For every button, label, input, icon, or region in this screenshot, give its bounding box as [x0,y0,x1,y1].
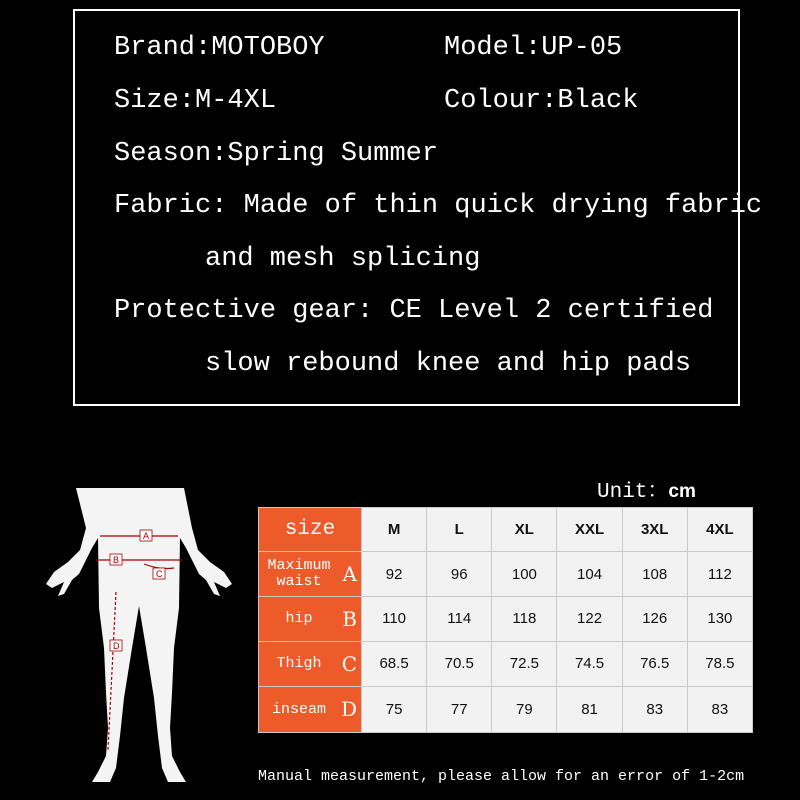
marker-a: A [143,531,150,541]
fabric-text-cont: and mesh splicing [205,244,481,274]
table-cell: 72.5 [492,641,557,686]
size-table [258,507,753,733]
row-letter: B [342,606,357,631]
table-cell: 68.5 [362,641,427,686]
row-label-text: Thigh [276,655,322,673]
row-label-text: inseam [271,700,326,718]
row-letter: A [342,562,357,587]
table-cell: 83 [687,686,752,732]
measurement-note: Manual measurement, please allow for an error of 1-2cm [258,768,745,785]
row-letter: D [340,697,357,722]
table-cell: 114 [427,597,492,641]
model-text: Model:UP-05 [444,33,623,63]
row-label-text: Maximum [267,557,331,575]
row-label-text-2: waist [276,573,322,591]
row-letter: C [341,651,357,676]
table-row [259,686,753,732]
table-cell: 75 [362,686,427,732]
row-label-waist [259,552,362,597]
row-label-inseam [259,686,362,732]
table-cell: 96 [427,552,492,597]
size-col-header: 3XL [622,508,687,552]
protective-text-cont: slow rebound knee and hip pads [205,349,692,379]
body-silhouette [46,488,232,782]
colour-text: Colour:Black [444,86,639,116]
table-cell: 108 [622,552,687,597]
table-cell: 118 [492,597,557,641]
row-label-text: hip [285,610,313,628]
table-cell: 100 [492,552,557,597]
size-col-header: M [362,508,427,552]
body-figure [44,488,234,788]
row-label-hip [259,597,362,641]
fabric-text: Fabric: Made of thin quick drying fabric [114,191,763,221]
size-col-header: L [427,508,492,552]
brand-text: Brand:MOTOBOY [114,33,325,63]
table-cell: 112 [687,552,752,597]
unit-prefix: Unit： [597,481,669,504]
table-cell: 77 [427,686,492,732]
unit-label [597,474,696,504]
protective-text: Protective gear: CE Level 2 certified [114,296,714,326]
table-cell: 78.5 [687,641,752,686]
table-row [259,641,753,686]
table-cell: 70.5 [427,641,492,686]
table-cell: 74.5 [557,641,622,686]
size-text: Size:M-4XL [114,86,277,116]
size-col-header: XXL [557,508,622,552]
size-header-cell: size [259,508,362,552]
table-cell: 104 [557,552,622,597]
table-row [259,597,753,641]
season-text: Season:Spring Summer [114,139,439,169]
table-cell: 81 [557,686,622,732]
table-cell: 83 [622,686,687,732]
table-cell: 92 [362,552,427,597]
size-col-header: XL [492,508,557,552]
table-header-row [259,508,753,552]
table-cell: 130 [687,597,752,641]
table-cell: 110 [362,597,427,641]
marker-b: B [113,555,120,565]
size-col-header: 4XL [687,508,752,552]
marker-c: C [156,569,163,579]
table-cell: 76.5 [622,641,687,686]
unit-value: cm [668,481,696,502]
table-row [259,552,753,597]
table-cell: 79 [492,686,557,732]
marker-d: D [113,641,120,651]
row-label-thigh [259,641,362,686]
table-cell: 122 [557,597,622,641]
table-cell: 126 [622,597,687,641]
